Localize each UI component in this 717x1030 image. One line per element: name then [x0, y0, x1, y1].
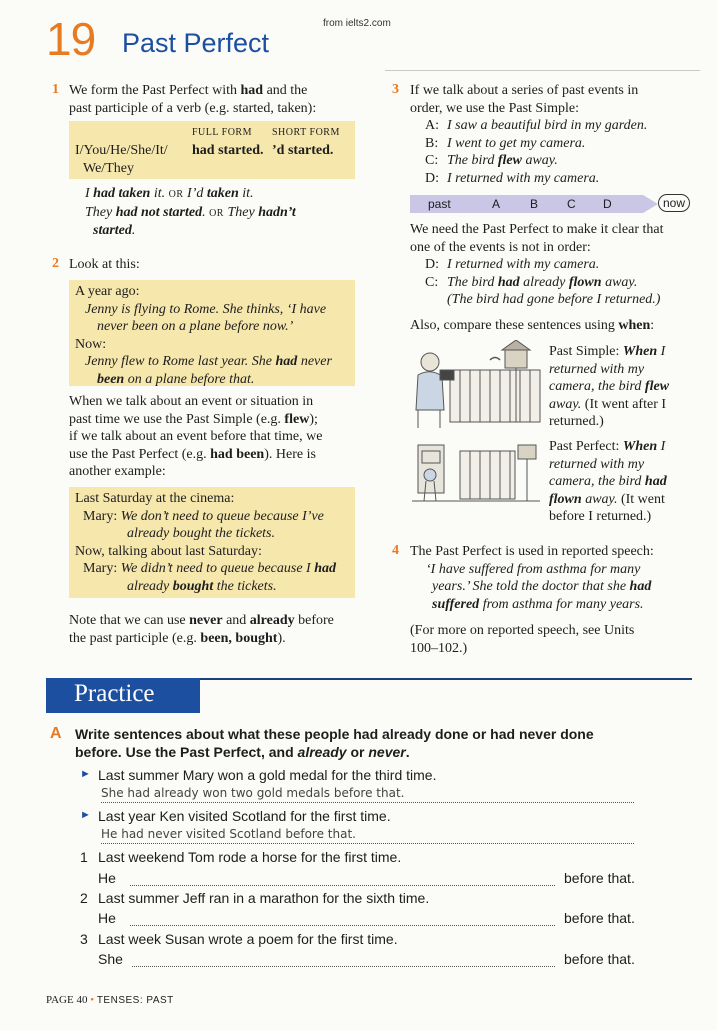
watermark: from ielts2.com [323, 18, 391, 29]
section-1-examples: I had taken it. OR I’d taken it. They had not started. OR They hadn’t started. [85, 186, 296, 238]
past-simple-caption: Past Simple: When I returned with my camera, the bird flew away. (It went after I returned.) [549, 344, 670, 429]
footer-page: PAGE 40 [46, 994, 88, 1006]
example-1-marker: ► [80, 768, 91, 780]
timeline-point-d: D [603, 197, 612, 211]
footer-section: TENSES: PAST [96, 995, 174, 1006]
footer [46, 994, 174, 1006]
jenny-box: A year ago: Jenny is flying to Rome. She thinks, ‘I have never been on a plane before now.’ Now: Jenny flew to Rome last year. She had never been on a plane before that. [69, 280, 355, 386]
footer-bullet: • [90, 994, 95, 1006]
timeline [410, 193, 690, 215]
example-2-prompt: Last year Ken visited Scotland for the first time. [98, 808, 391, 824]
empty-garden-illustration [410, 437, 542, 507]
section-4-reference: (For more on reported speech, see Units 100–102.) [410, 623, 635, 656]
practice-heading: Practice [46, 678, 200, 713]
full-form-heading: FULL FORM [192, 127, 252, 138]
short-form-heading: SHORT FORM [272, 127, 340, 138]
subjects: I/You/He/She/It/ We/They [75, 143, 168, 176]
item-2-answer-field[interactable] [130, 910, 555, 926]
item-3-start: She [98, 951, 123, 967]
unit-number: 19 [46, 13, 96, 65]
section-3-intro: If we talk about a series of past events in order, we use the Past Simple: [410, 83, 639, 116]
item-1-number: 1 [80, 849, 88, 865]
item-3-number: 3 [80, 931, 88, 947]
header-rule [385, 70, 700, 71]
example-1-answer: She had already won two gold medals before that. [101, 786, 405, 800]
item-1-answer-field[interactable] [130, 870, 555, 886]
item-1-start: He [98, 870, 116, 886]
section-2-intro: Look at this: [69, 257, 140, 272]
exercise-a-letter: A [50, 725, 62, 742]
section-2-explanation: When we talk about an event or situation in past time we use the Past Simple (e.g. flew); if we talk about an event before that time, we use the Past Perfect (e.g. had been). Here is another example: [69, 394, 323, 479]
practice-rule [200, 678, 692, 680]
section-1-number: 1 [52, 82, 59, 97]
bird-photo-illustration [410, 340, 542, 430]
item-1-end: before that. [564, 870, 635, 886]
timeline-past: past [428, 197, 451, 211]
section-4-text: The Past Perfect is used in reported speech: ‘I have suffered from asthma for many years.’ She told the doctor that she had suffered from asthma for many years. [410, 544, 654, 612]
item-3-answer-field[interactable] [132, 951, 555, 967]
form-box [69, 121, 355, 179]
section-3-reordered: D: I returned with my camera. C: The bird had already flown away. (The bird had gone before I returned.) [425, 257, 661, 307]
section-3-need: We need the Past Perfect to make it clear that one of the events is not in order: [410, 222, 664, 255]
item-3-prompt: Last week Susan wrote a poem for the first time. [98, 931, 398, 947]
section-2-note: Note that we can use never and already before the past participle (e.g. been, bought). [69, 613, 334, 646]
item-3-end: before that. [564, 951, 635, 967]
example-2-answer: He had never visited Scotland before that. [101, 827, 356, 841]
example-1-answer-line [101, 785, 634, 805]
timeline-now: now [658, 194, 690, 212]
example-2-answer-line [101, 826, 634, 846]
example-2-marker: ► [80, 809, 91, 821]
cinema-box: Last Saturday at the cinema: Mary: We don’t need to queue because I’ve already bought the tickets. Now, talking about last Saturday: Mary: We didn’t need to queue because I had already bought the tickets. [69, 487, 355, 598]
timeline-point-b: B [530, 197, 539, 211]
exercise-a-instructions: Write sentences about what these people had already done or had never done before. Use the Past Perfect, and already or never. [75, 726, 594, 760]
section-1-text: We form the Past Perfect with had and the past participle of a verb (e.g. started, taken): [69, 83, 317, 116]
section-4-number: 4 [392, 543, 399, 558]
item-2-start: He [98, 910, 116, 926]
example-1-prompt: Last summer Mary won a gold medal for the third time. [98, 767, 437, 783]
past-perfect-caption: Past Perfect: When I returned with my camera, the bird had flown away. (It went before I returned.) [549, 439, 667, 524]
short-form: ’d started. [272, 143, 334, 158]
unit-title: Past Perfect [122, 28, 270, 58]
event-list: A: I saw a beautiful bird in my garden. B: I went to get my camera. C: The bird flew away. D: I returned with my camera. [425, 118, 648, 186]
item-1-prompt: Last weekend Tom rode a horse for the first time. [98, 849, 402, 865]
item-2-end: before that. [564, 910, 635, 926]
section-3-also: Also, compare these sentences using when: [410, 318, 655, 333]
section-3-number: 3 [392, 82, 399, 97]
item-2-number: 2 [80, 890, 88, 906]
section-2-number: 2 [52, 256, 59, 271]
timeline-point-a: A [492, 197, 501, 211]
timeline-point-c: C [567, 197, 576, 211]
full-form: had started. [192, 143, 264, 158]
item-2-prompt: Last summer Jeff ran in a marathon for the sixth time. [98, 890, 430, 906]
